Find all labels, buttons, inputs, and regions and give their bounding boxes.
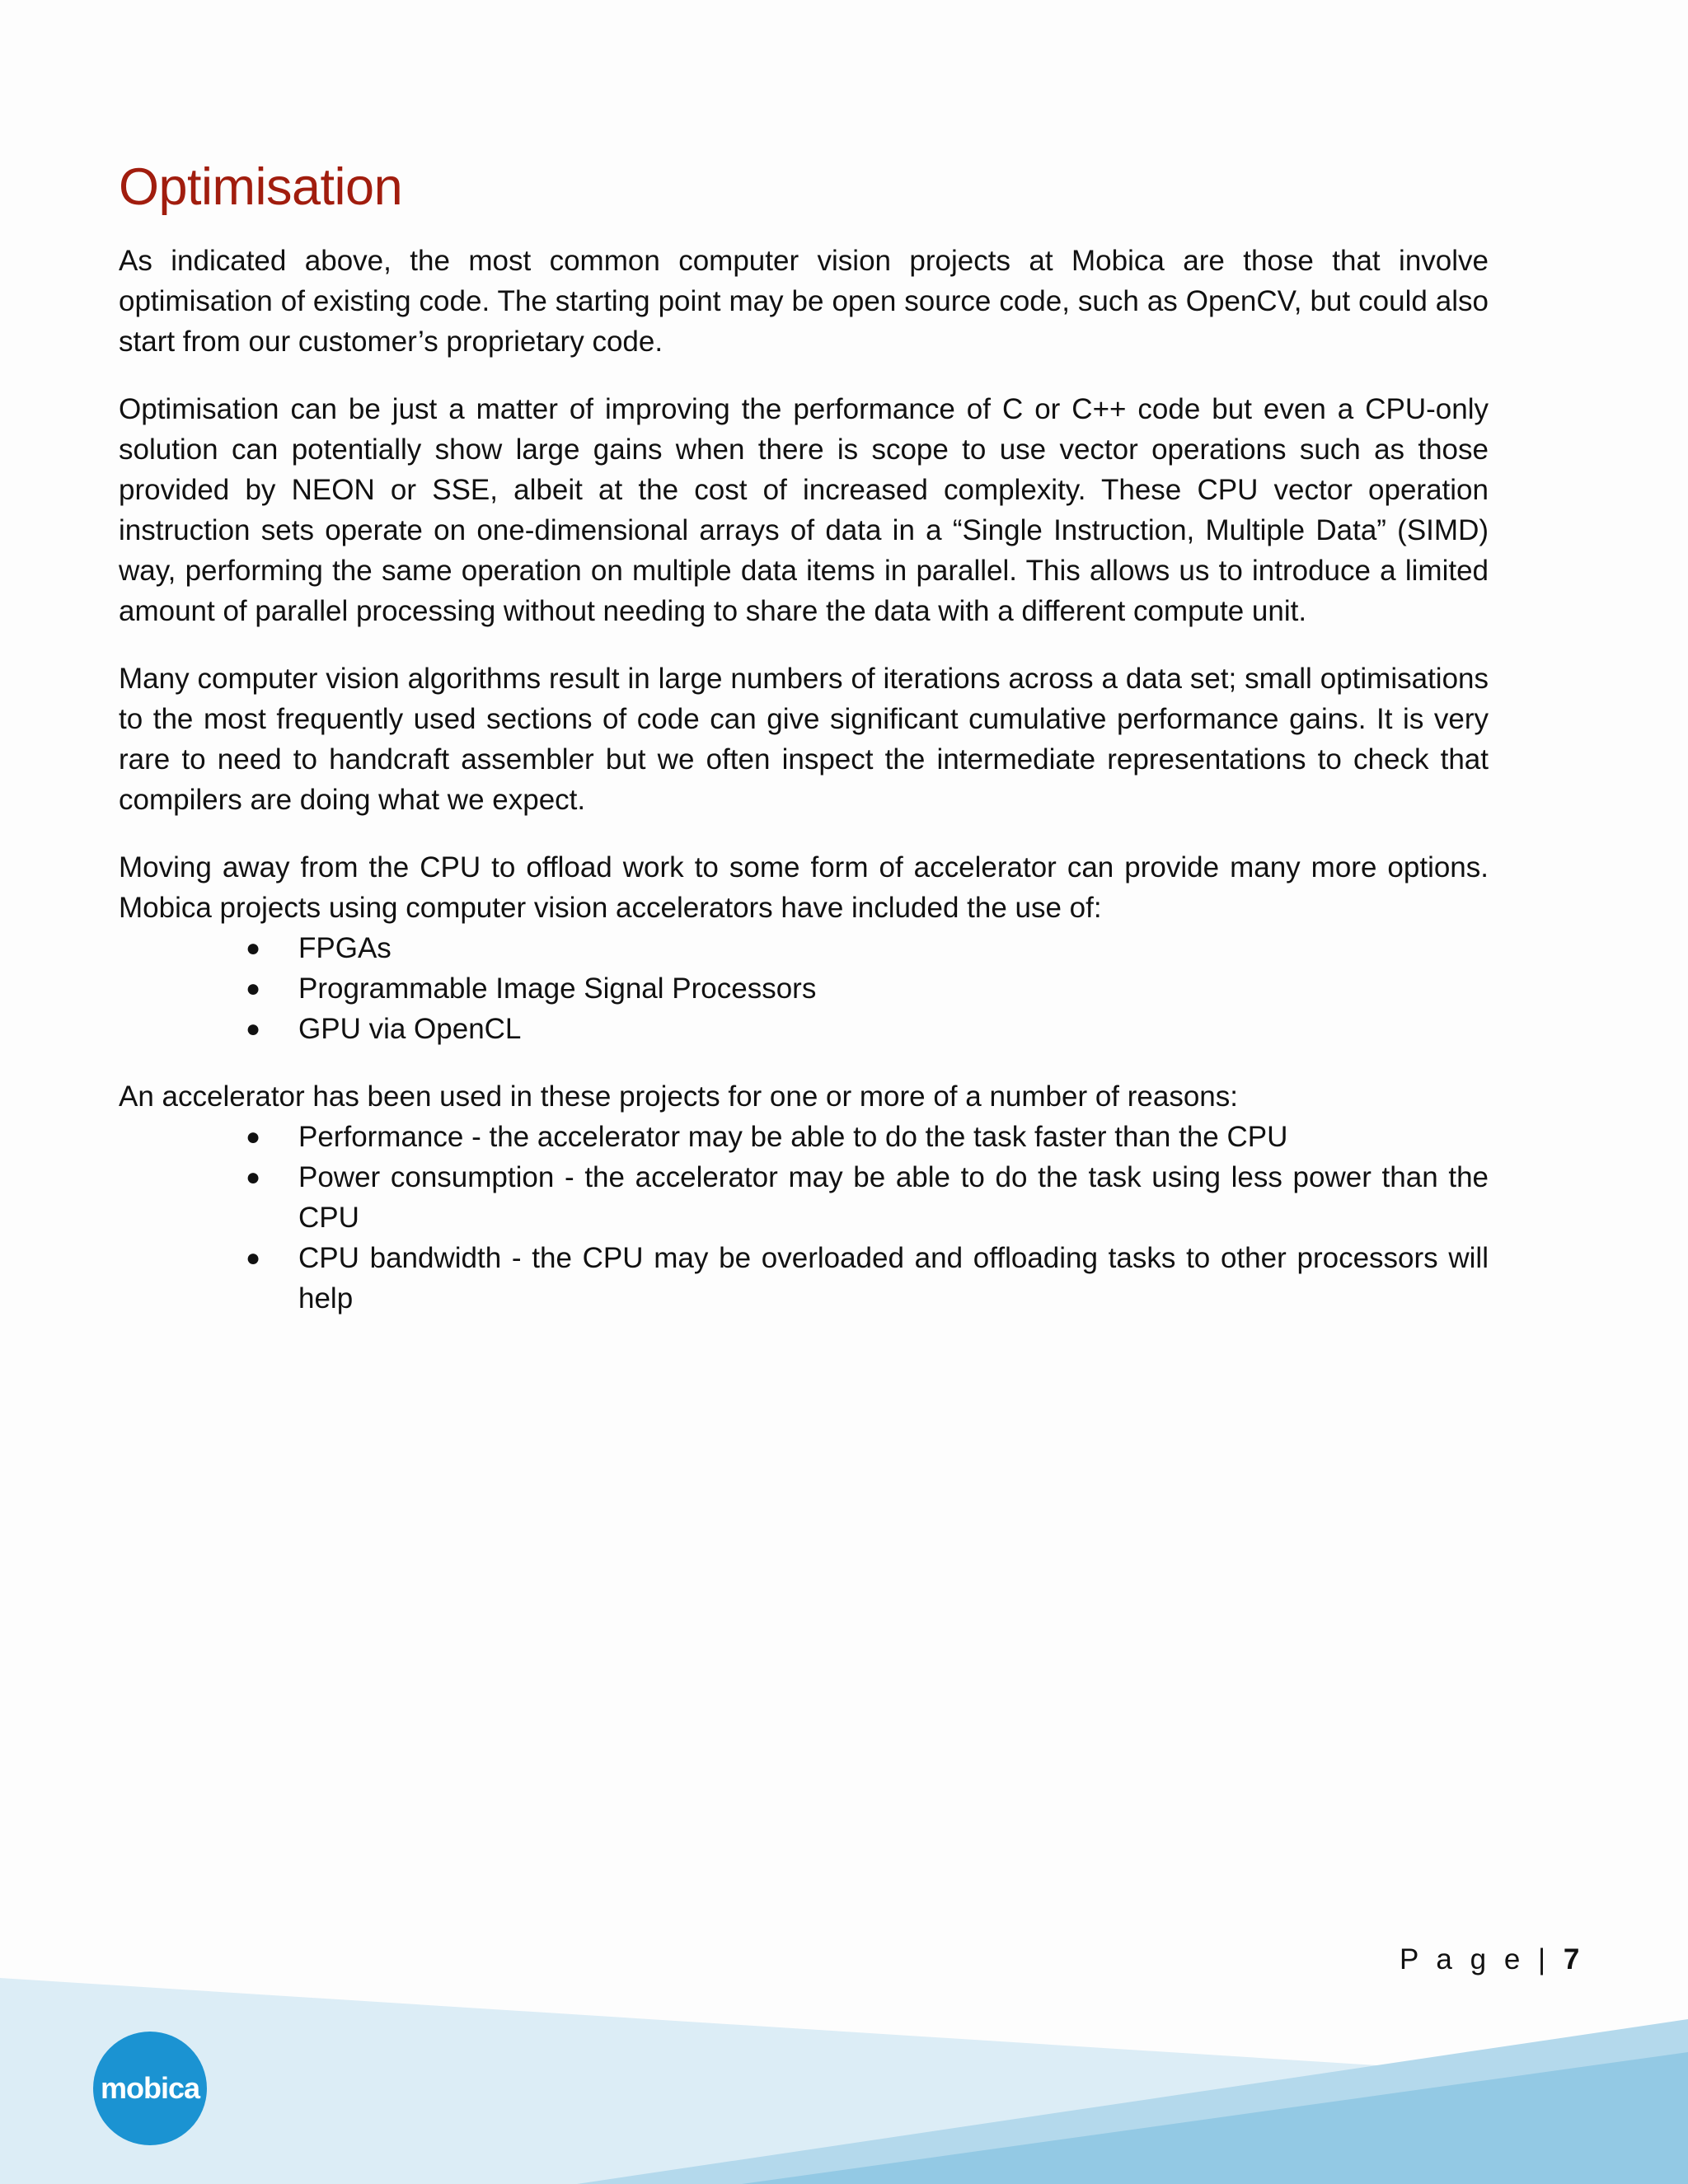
list-item: ● GPU via OpenCL bbox=[298, 1009, 1489, 1049]
paragraph-intro: As indicated above, the most common computer vision projects at Mobica are those that involve optimisation of existing code. The starting point may be open source code, such as OpenCV, but could also start from our customer’s proprietary code. bbox=[119, 244, 1489, 358]
list-item: ● Programmable Image Signal Processors bbox=[298, 968, 1489, 1009]
bullet-icon: ● bbox=[246, 1163, 261, 1191]
paragraph-iterations: Many computer vision algorithms result in large numbers of iterations across a data set; small optimisations to the most frequently used sections of code can give significant cumulative performance gains. It is very rare to need to handcraft assembler but we often inspect the intermediate representations to check that compilers are doing what we expect. bbox=[119, 662, 1489, 816]
paragraph-cpu-optimisation: Optimisation can be just a matter of improving the performance of C or C++ code but even a CPU-only solution can potentially show large gains when there is scope to use vector operations such as those provided by NEON or SSE, albeit at the cost of increased complexity. These CPU vector operation instruction sets operate on one-dimensional arrays of data in a “Single Instruction, Multiple Data” (SIMD) way, performing the same operation on multiple data items in parallel. This allows us to introduce a limited amount of parallel processing without needing to share the data with a different compute unit. bbox=[119, 392, 1489, 627]
page-number-value: 7 bbox=[1563, 1943, 1580, 1975]
bullet-icon: ● bbox=[246, 974, 261, 1002]
page-label: P a g e | bbox=[1400, 1943, 1551, 1975]
bullet-icon: ● bbox=[246, 1244, 261, 1272]
logo-text: mobica bbox=[100, 2071, 200, 2105]
paragraph-reasons: An accelerator has been used in these projects for one or more of a number of reasons: bbox=[119, 1080, 1238, 1113]
list-item: ● Power consumption - the accelerator may be able to do the task using less power than the CPU bbox=[298, 1157, 1489, 1238]
footer-wave-decoration bbox=[0, 1961, 1688, 2184]
list-item: ● CPU bandwidth - the CPU may be overloaded and offloading tasks to other processors will help bbox=[298, 1238, 1489, 1319]
bullet-icon: ● bbox=[246, 1015, 261, 1043]
paragraph-accelerators: Moving away from the CPU to offload work to some form of accelerator can provide many more options. Mobica projects using computer vision accelerators have included the use of: bbox=[119, 851, 1489, 924]
page-content bbox=[119, 157, 1489, 1346]
bullet-icon: ● bbox=[246, 1122, 261, 1151]
section-heading: Optimisation bbox=[119, 158, 403, 216]
mobica-logo bbox=[93, 2032, 207, 2145]
list-item: ● Performance - the accelerator may be able to do the task faster than the CPU bbox=[298, 1117, 1489, 1157]
reasons-list bbox=[119, 1117, 1489, 1319]
list-item: ● FPGAs bbox=[298, 928, 1489, 968]
accelerator-list bbox=[119, 928, 1489, 1049]
bullet-icon: ● bbox=[246, 934, 261, 962]
